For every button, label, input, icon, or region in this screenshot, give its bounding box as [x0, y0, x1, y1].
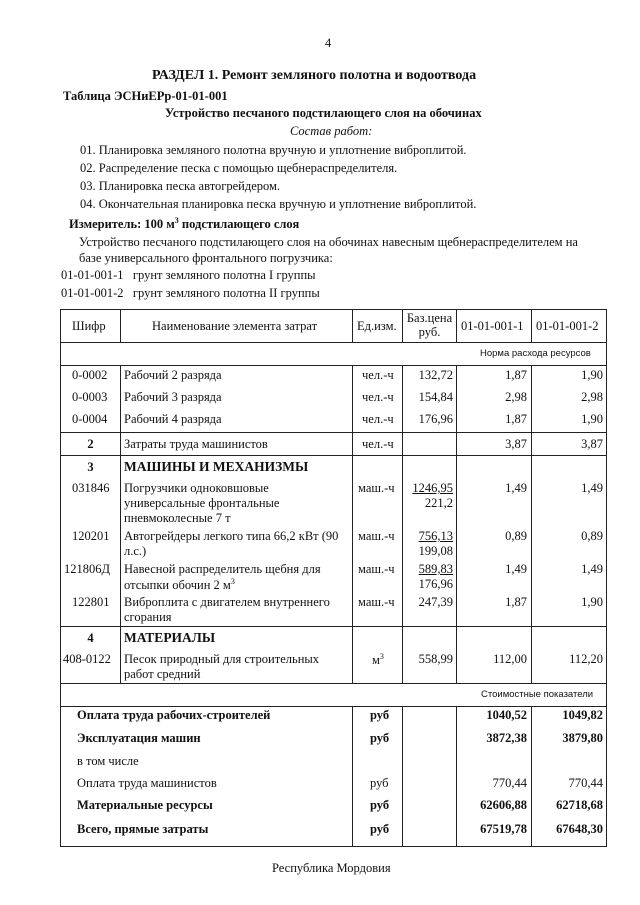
- variant-item: 01-01-001-2 грунт земляного полотна II группы: [61, 286, 320, 300]
- cell-v2: 1,49: [581, 562, 603, 576]
- total-name: Всего, прямые затраты: [77, 822, 209, 836]
- section-code: 4: [87, 631, 94, 645]
- norm-label: Норма расхода ресурсов: [480, 348, 591, 359]
- cell-v2: 2,98: [581, 390, 603, 404]
- cell-v1: 112,00: [493, 652, 527, 666]
- work-item: 01. Планировка земляного полотна вручную и уплотнение виброплитой.: [80, 143, 467, 157]
- cell-v2: 112,20: [569, 652, 603, 666]
- cell-code: 0-0003: [72, 390, 108, 404]
- works-heading: Состав работ:: [290, 124, 373, 138]
- section-title: РАЗДЕЛ 1. Ремонт земляного полотна и водоотвода: [152, 68, 477, 83]
- subtitle: Устройство песчаного подстилающего слоя на обочинах: [165, 106, 482, 120]
- cell-name: Затраты труда машинистов: [124, 437, 268, 451]
- section-code: 3: [87, 460, 94, 474]
- cell-price: 132,72: [418, 368, 453, 382]
- cell-name: Рабочий 3 разряда: [124, 390, 222, 404]
- section-name: МАШИНЫ И МЕХАНИЗМЫ: [124, 459, 309, 474]
- description: Устройство песчаного подстилающего слоя на обочинах навесным щебнераспределителем на: [79, 235, 578, 249]
- total-v2: 62718,68: [556, 798, 603, 812]
- total-name: Материальные ресурсы: [77, 798, 213, 812]
- total-name: Оплата труда машинистов: [77, 776, 217, 790]
- cell-v2: 1,90: [581, 368, 603, 382]
- cell-name: Автогрейдеры легкого типа 66,2 кВт (90: [124, 529, 339, 543]
- total-v2: 67648,30: [556, 822, 603, 836]
- cell-name: универсальные фронтальные: [124, 496, 280, 510]
- cell-code: 121806Д: [64, 562, 111, 576]
- cell-price-secondary: 221,2: [424, 496, 453, 510]
- cell-v2: 3,87: [581, 437, 603, 451]
- cell-price: 756,13: [418, 529, 453, 543]
- cell-v1: 1,87: [505, 595, 527, 609]
- cell-unit: маш.-ч: [358, 529, 395, 543]
- cell-code: 120201: [72, 529, 110, 543]
- cell-unit: чел.-ч: [362, 437, 394, 451]
- total-unit: руб: [370, 731, 390, 745]
- cell-code: 122801: [72, 595, 110, 609]
- cell-code: 0-0004: [72, 412, 108, 426]
- cell-name: Виброплита с двигателем внутреннего: [124, 595, 330, 609]
- cell-price-secondary: 176,96: [418, 577, 453, 591]
- cell-price: 176,96: [418, 412, 453, 426]
- total-v2: 3879,80: [562, 731, 603, 745]
- cell-unit: чел.-ч: [362, 390, 394, 404]
- cell-price: 154,84: [418, 390, 453, 404]
- total-name: Оплата труда рабочих-строителей: [77, 708, 271, 722]
- total-v1: 3872,38: [486, 731, 527, 745]
- total-name: Эксплуатация машин: [77, 731, 201, 745]
- cell-v2: 0,89: [581, 529, 603, 543]
- cell-v1: 3,87: [505, 437, 527, 451]
- total-v1: 1040,52: [486, 708, 527, 722]
- footer: Республика Мордовия: [272, 861, 391, 875]
- cell-price: 247,39: [418, 595, 453, 609]
- total-unit: руб: [370, 822, 390, 836]
- meter: Измеритель: 100 $м^3$ подстилающего слоя: [69, 216, 300, 232]
- cell-code: 2: [87, 437, 94, 451]
- total-v1: 62606,88: [480, 798, 527, 812]
- cell-unit: чел.-ч: [362, 368, 394, 382]
- cell-v1: 1,87: [505, 368, 527, 382]
- cell-unit: маш.-ч: [358, 562, 395, 576]
- work-item: 03. Планировка песка автогрейдером.: [80, 179, 281, 193]
- cell-unit: маш.-ч: [358, 481, 395, 495]
- total-unit: руб: [370, 798, 390, 812]
- cell-v1: 0,89: [505, 529, 527, 543]
- total-unit: руб: [370, 708, 390, 722]
- cell-code: 031846: [72, 481, 110, 495]
- cell-code: 0-0002: [72, 368, 108, 382]
- total-v2: 1049,82: [562, 708, 603, 722]
- cell-name: отсыпки обочин 2 $м^3$: [124, 577, 235, 593]
- page-number: 4: [325, 36, 332, 50]
- cell-name: сгорания: [124, 610, 172, 624]
- cost-label: Стоимостные показатели: [481, 689, 594, 700]
- cell-name: пневмоколесные 7 т: [124, 511, 231, 525]
- header-code: Шифр: [72, 319, 106, 333]
- cell-v1: 1,87: [505, 412, 527, 426]
- header-price: Баз.цена: [406, 311, 453, 325]
- cell-unit: $м^3$: [372, 652, 384, 668]
- cell-price: 1246,95: [412, 481, 453, 495]
- cell-name: Навесной распределитель щебня для: [124, 562, 321, 576]
- cell-code: 408-0122: [63, 652, 111, 666]
- variant-item: 01-01-001-1 грунт земляного полотна I группы: [61, 268, 316, 282]
- header-col2: 01-01-001-2: [536, 319, 599, 333]
- description: базе универсального фронтального погрузчика:: [79, 251, 333, 265]
- cell-name: Рабочий 2 разряда: [124, 368, 222, 382]
- cell-price: 589,83: [418, 562, 453, 576]
- total-unit: руб: [370, 776, 389, 790]
- cell-v2: 1,90: [581, 595, 603, 609]
- total-v1: 770,44: [492, 776, 527, 790]
- cell-name: Рабочий 4 разряда: [124, 412, 222, 426]
- work-item: 02. Распределение песка с помощью щебнераспределителя.: [80, 161, 398, 175]
- cell-name: л.с.): [124, 544, 147, 558]
- cell-v1: 2,98: [505, 390, 527, 404]
- cell-name: Песок природный для строительных: [124, 652, 320, 666]
- table-id: Таблица ЭСНиЕРр-01-01-001: [63, 89, 228, 103]
- cell-v2: 1,90: [581, 412, 603, 426]
- work-item: 04. Окончательная планировка песка вручную и уплотнение виброплитой.: [80, 197, 477, 211]
- header-price-unit: руб.: [418, 325, 441, 339]
- total-name: в том числе: [77, 754, 139, 768]
- cell-name: работ средний: [124, 667, 201, 681]
- section-name: МАТЕРИАЛЫ: [124, 630, 216, 645]
- total-v2: 770,44: [568, 776, 603, 790]
- total-v1: 67519,78: [480, 822, 527, 836]
- cell-v2: 1,49: [581, 481, 603, 495]
- header-unit: Ед.изм.: [357, 319, 397, 333]
- cell-v1: 1,49: [505, 481, 527, 495]
- cell-v1: 1,49: [505, 562, 527, 576]
- cell-price: 558,99: [418, 652, 453, 666]
- cell-price-secondary: 199,08: [418, 544, 453, 558]
- header-col1: 01-01-001-1: [461, 319, 524, 333]
- cell-unit: чел.-ч: [362, 412, 394, 426]
- cell-name: Погрузчики одноковшовые: [124, 481, 269, 495]
- cell-unit: маш.-ч: [358, 595, 395, 609]
- header-name: Наименование элемента затрат: [152, 319, 318, 333]
